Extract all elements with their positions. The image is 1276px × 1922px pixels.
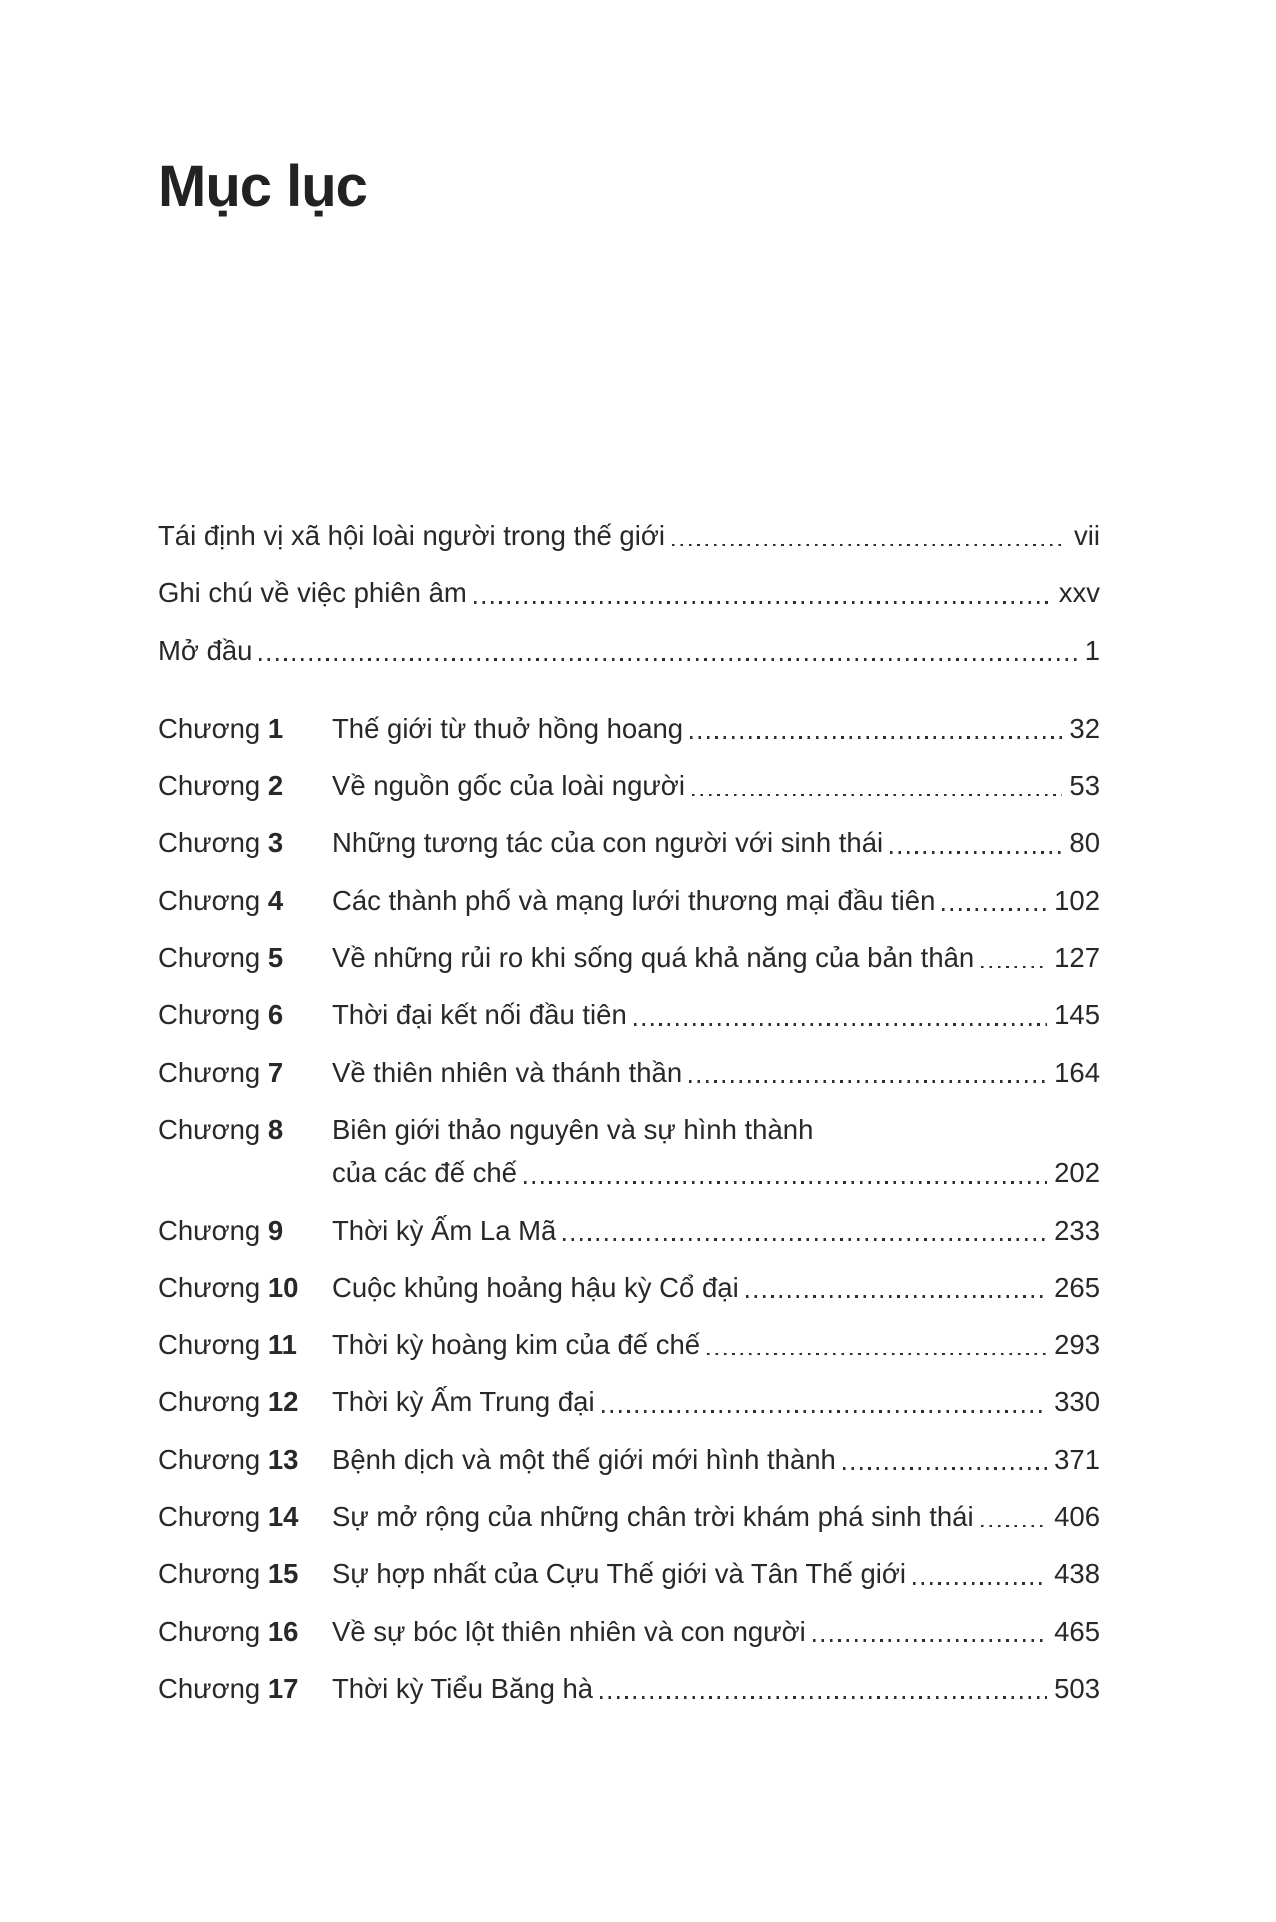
chapter-word: Chương <box>158 999 261 1031</box>
front-matter-entry <box>158 507 1100 564</box>
dotted-leader <box>843 1467 1047 1470</box>
chapter-label <box>158 929 332 986</box>
chapter-word: Chương <box>158 827 261 859</box>
chapter-title: Thời đại kết nối đầu tiên <box>332 999 627 1031</box>
dotted-leader <box>672 544 1067 547</box>
dotted-leader <box>913 1582 1047 1585</box>
chapter-number: 11 <box>267 1329 297 1361</box>
chapter-number: 15 <box>267 1558 299 1590</box>
front-matter-entry <box>158 564 1100 621</box>
chapter-label <box>158 1259 332 1316</box>
chapter-number: 1 <box>267 712 284 744</box>
chapter-title: Bệnh dịch và một thế giới mới hình thành <box>332 1443 836 1475</box>
chapter-title: Biên giới thảo nguyên và sự hình thành <box>332 1114 814 1146</box>
chapter-number: 7 <box>267 1056 284 1088</box>
chapter-entry <box>158 929 1100 986</box>
chapter-label <box>158 1108 332 1151</box>
chapter-title-line2 <box>332 1151 1100 1194</box>
page-title: Mục lục <box>158 154 367 219</box>
entry-label: Mở đầu <box>158 634 253 666</box>
chapter-title: Về thiên nhiên và thánh thần <box>332 1056 683 1088</box>
chapter-number: 16 <box>267 1615 299 1647</box>
chapter-entry <box>158 757 1100 814</box>
chapter-title: Thời kỳ Tiểu Băng hà <box>332 1672 594 1704</box>
chapter-word: Chương <box>158 1329 261 1361</box>
chapter-title-line1 <box>332 1108 1100 1151</box>
entry-page-number: xxv <box>1058 577 1100 609</box>
chapter-number: 10 <box>267 1271 299 1303</box>
chapter-label <box>158 1545 332 1602</box>
chapter-number: 14 <box>267 1501 299 1533</box>
entry-page-number: 438 <box>1054 1558 1100 1590</box>
front-matter-entry <box>158 622 1100 679</box>
chapter-number: 5 <box>267 942 284 974</box>
chapter-label <box>158 1660 332 1717</box>
chapter-word: Chương <box>158 1443 261 1475</box>
chapter-label <box>158 1488 332 1545</box>
chapter-title: Cuộc khủng hoảng hậu kỳ Cổ đại <box>332 1271 739 1303</box>
chapter-entry <box>158 1603 1100 1660</box>
chapter-word: Chương <box>158 942 261 974</box>
chapter-label <box>158 1044 332 1101</box>
entry-page-number: 145 <box>1054 999 1100 1031</box>
chapter-word: Chương <box>158 884 261 916</box>
chapter-number: 3 <box>267 827 284 859</box>
chapter-word: Chương <box>158 1386 261 1418</box>
chapter-label <box>158 814 332 871</box>
dotted-leader <box>692 794 1062 797</box>
chapter-entry <box>158 1259 1100 1316</box>
dotted-leader <box>746 1295 1047 1298</box>
dotted-leader <box>981 1525 1048 1528</box>
entry-page-number: 53 <box>1069 770 1100 802</box>
dotted-leader <box>942 908 1047 911</box>
entry-page-number: 164 <box>1054 1056 1100 1088</box>
entry-page-number: 406 <box>1054 1501 1100 1533</box>
chapter-entry <box>158 700 1100 757</box>
entry-page-number: 80 <box>1069 827 1100 859</box>
chapter-number: 17 <box>267 1672 299 1704</box>
entry-page-number: 233 <box>1054 1214 1100 1246</box>
chapter-entry <box>158 1660 1100 1717</box>
dotted-leader <box>474 601 1052 604</box>
chapter-entry <box>158 1488 1100 1545</box>
chapter-title: Về sự bóc lột thiên nhiên và con người <box>332 1615 806 1647</box>
dotted-leader <box>600 1696 1047 1699</box>
chapter-entry <box>158 986 1100 1043</box>
dotted-leader <box>634 1023 1047 1026</box>
chapter-word: Chương <box>158 1214 261 1246</box>
chapter-label <box>158 1202 332 1259</box>
chapter-word: Chương <box>158 1056 261 1088</box>
entry-page-number: 371 <box>1054 1443 1100 1475</box>
chapter-title: Sự hợp nhất của Cựu Thế giới và Tân Thế giới <box>332 1558 907 1590</box>
entry-page-number: 102 <box>1054 884 1100 916</box>
entry-page-number: vii <box>1074 520 1100 551</box>
chapter-title: Về nguồn gốc của loài người <box>332 770 685 802</box>
dotted-leader <box>602 1410 1048 1413</box>
entry-page-number: 330 <box>1054 1386 1100 1418</box>
chapter-title-continued: của các đế chế <box>332 1157 517 1189</box>
chapter-entry <box>158 1545 1100 1602</box>
dotted-leader <box>524 1181 1047 1184</box>
dotted-leader <box>707 1353 1047 1356</box>
entry-label: Tái định vị xã hội loài người trong thế giới <box>158 520 665 551</box>
chapter-word: Chương <box>158 1114 261 1146</box>
dotted-leader <box>890 851 1062 854</box>
chapter-label <box>158 757 332 814</box>
entry-page-number: 1 <box>1084 634 1100 666</box>
chapter-word: Chương <box>158 712 261 744</box>
entry-page-number: 503 <box>1054 1672 1100 1704</box>
chapter-label <box>158 872 332 929</box>
dotted-leader <box>689 1080 1047 1083</box>
chapter-title-block <box>332 1108 1100 1194</box>
chapter-number: 4 <box>267 884 284 916</box>
chapter-number: 8 <box>267 1114 284 1146</box>
chapter-label <box>158 1603 332 1660</box>
chapter-number: 13 <box>267 1443 299 1475</box>
chapter-entry <box>158 1431 1100 1488</box>
chapter-entry <box>158 1044 1100 1101</box>
dotted-leader <box>690 736 1062 739</box>
chapter-number: 6 <box>267 999 284 1031</box>
chapter-entry <box>158 1202 1100 1259</box>
chapter-word: Chương <box>158 1615 261 1647</box>
chapter-entry <box>158 1101 1100 1202</box>
dotted-leader <box>563 1238 1047 1241</box>
entry-page-number: 465 <box>1054 1615 1100 1647</box>
chapter-word: Chương <box>158 770 261 802</box>
chapter-title: Thời kỳ hoàng kim của đế chế <box>332 1329 701 1361</box>
chapter-number: 9 <box>267 1214 284 1246</box>
chapter-number: 2 <box>267 770 284 802</box>
chapter-label <box>158 1373 332 1430</box>
dotted-leader <box>259 658 1077 661</box>
chapter-label <box>158 986 332 1043</box>
chapter-title: Các thành phố và mạng lưới thương mại đầu tiên <box>332 884 936 916</box>
chapter-title: Những tương tác của con người với sinh thái <box>332 827 884 859</box>
chapter-list <box>158 700 1100 1717</box>
chapter-word: Chương <box>158 1271 261 1303</box>
entry-label: Ghi chú về việc phiên âm <box>158 577 467 609</box>
chapter-number: 12 <box>267 1386 299 1418</box>
chapter-title: Thời kỳ Ấm La Mã <box>332 1214 557 1246</box>
chapter-label <box>158 1431 332 1488</box>
chapter-entry <box>158 872 1100 929</box>
dotted-leader <box>813 1639 1047 1642</box>
entry-page-number: 293 <box>1054 1329 1100 1361</box>
front-matter-list <box>158 507 1100 679</box>
entry-page-number: 265 <box>1054 1271 1100 1303</box>
chapter-entry <box>158 1316 1100 1373</box>
entry-page-number: 202 <box>1054 1157 1100 1189</box>
chapter-label <box>158 1316 332 1373</box>
dotted-leader <box>981 966 1047 969</box>
chapter-title: Về những rủi ro khi sống quá khả năng của bản thân <box>332 942 975 974</box>
chapter-entry <box>158 1373 1100 1430</box>
chapter-title: Thế giới từ thuở hồng hoang <box>332 712 684 744</box>
entry-page-number: 32 <box>1069 712 1100 744</box>
chapter-word: Chương <box>158 1501 261 1533</box>
chapter-label <box>158 700 332 757</box>
chapter-word: Chương <box>158 1558 261 1590</box>
chapter-word: Chương <box>158 1672 261 1704</box>
chapter-entry <box>158 814 1100 871</box>
chapter-title: Thời kỳ Ấm Trung đại <box>332 1386 595 1418</box>
chapter-title: Sự mở rộng của những chân trời khám phá sinh thái <box>332 1501 974 1533</box>
entry-page-number: 127 <box>1054 942 1100 974</box>
